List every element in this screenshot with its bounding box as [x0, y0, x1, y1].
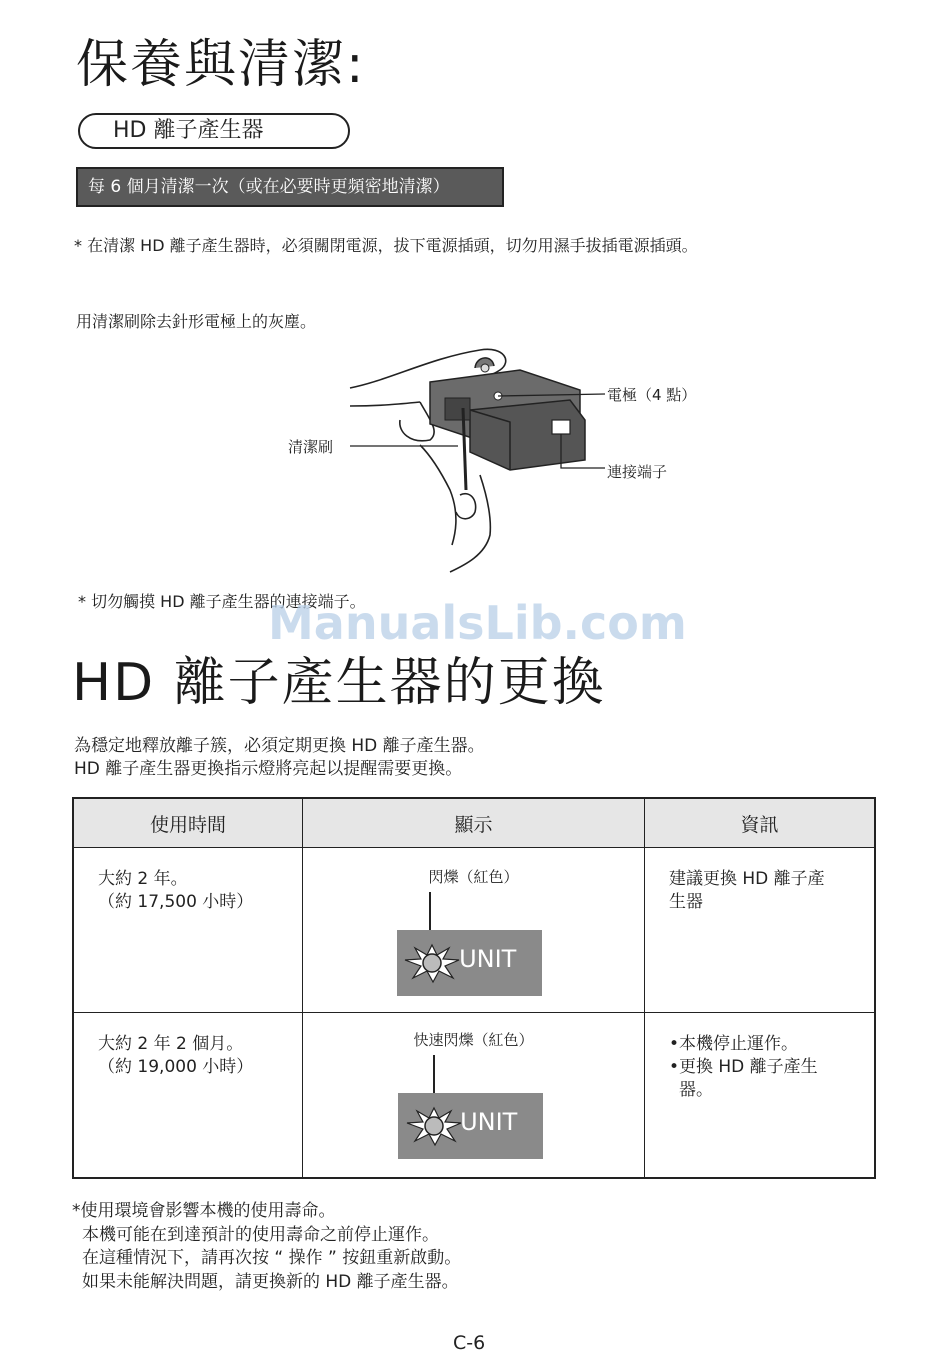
blink-light-icon	[389, 1103, 479, 1149]
frequency-banner: 每 6 個月清潔一次（或在必要時更頻密地清潔）	[76, 167, 504, 207]
ion-generator-unit	[430, 358, 585, 470]
row1-display-label: 閃爍（紅色）	[428, 868, 519, 886]
replacement-intro-1: 為穩定地釋放離子簇，必須定期更換 HD 離子產生器。	[74, 736, 485, 756]
header-display: 顯示	[303, 798, 645, 848]
row1-info: 建議更換 HD 離子產 生器	[644, 848, 875, 1013]
page-title: 保養與清潔:	[76, 35, 366, 95]
replacement-intro-2: HD 離子產生器更換指示燈將亮起以提醒需要更換。	[74, 759, 463, 779]
row2-display	[303, 1013, 645, 1179]
header-usage-time: 使用時間	[73, 798, 303, 848]
row2-info: •本機停止運作。 •更換 HD 離子產生 器。	[644, 1013, 875, 1179]
row2-time: 大約 2 年 2 個月。 （約 19,000 小時）	[73, 1013, 303, 1179]
blink-light-icon	[387, 940, 477, 986]
watermark: ManualsLib.com	[268, 596, 687, 650]
label-brush: 清潔刷	[288, 438, 334, 456]
label-connector: 連接端子	[607, 463, 668, 481]
table-header-row	[73, 798, 875, 848]
header-info: 資訊	[644, 798, 875, 848]
unit-indicator: UNIT	[398, 1093, 543, 1159]
touch-warning-note: * 切勿觸摸 HD 離子產生器的連接端子。	[78, 592, 366, 611]
warning-note: * 在清潔 HD 離子產生器時，必須關閉電源，拔下電源插頭，切勿用濕手拔插電源插頭。	[74, 236, 698, 255]
label-electrode: 電極（4 點）	[607, 386, 697, 404]
replacement-table	[72, 797, 876, 1179]
section-label: HD 離子產生器	[78, 113, 350, 149]
table-row	[73, 1013, 875, 1179]
row1-display	[303, 848, 645, 1013]
table-row	[73, 848, 875, 1013]
page-number: C-6	[453, 1332, 486, 1354]
cleaning-instruction: 用清潔刷除去針形電極上的灰塵。	[76, 312, 317, 331]
unit-indicator: UNIT	[397, 930, 542, 996]
footnote: *使用環境會影響本機的使用壽命。 本機可能在到達預計的使用壽命之前停止運作。 在這種情況下，請再次按 “ 操作 ” 按鈕重新啟動。 如果未能解決問題，請更換新的 HD 離子產生器。	[72, 1201, 462, 1292]
replacement-heading: HD 離子產生器的更換	[72, 653, 606, 713]
row1-time: 大約 2 年。 （約 17,500 小時）	[73, 848, 303, 1013]
row2-display-label: 快速閃爍（紅色）	[413, 1031, 534, 1049]
connector-terminal	[552, 420, 570, 434]
